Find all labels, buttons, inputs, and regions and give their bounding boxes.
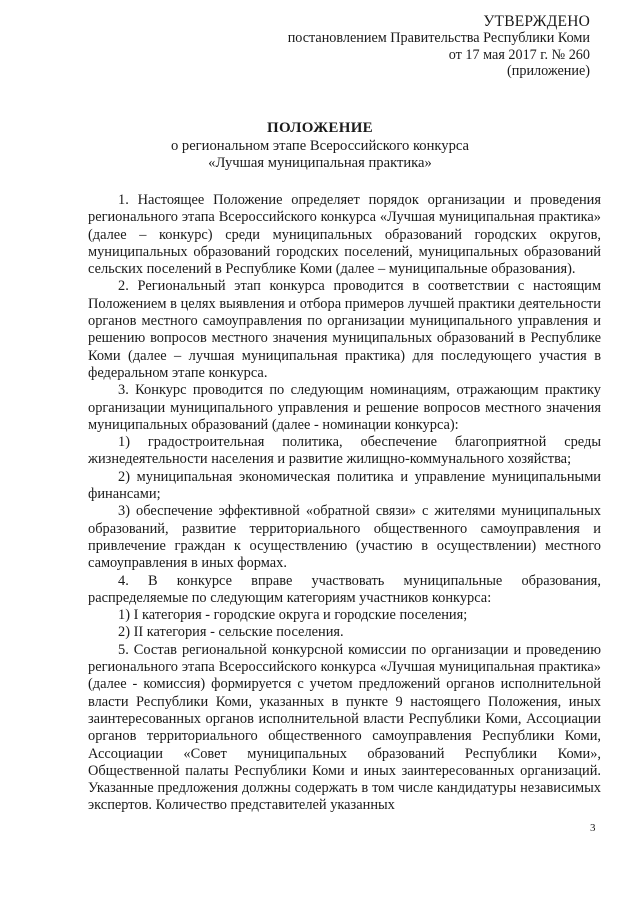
approval-heading: УТВЕРЖДЕНО [483, 13, 590, 30]
approval-line-2: от 17 мая 2017 г. № 260 [448, 46, 590, 63]
page-number: 3 [590, 822, 596, 834]
approval-line-3: (приложение) [507, 63, 590, 80]
paragraph: 4. В конкурсе вправе участвовать муниципальные образования, распределяемые по следующим категориям участников конкурса: [88, 572, 601, 606]
paragraph: 2) II категория - сельские поселения. [118, 624, 344, 641]
paragraph: 2. Региональный этап конкурса проводится в соответствии с настоящим Положением в целях выявления и отбора примеров лучшей практики деятельности органов местного самоуправления по организации муниципального управления и решению вопросов местного значения муниципальных образований в Республике Коми (далее – лучшая муниципальная практика) для последующего участия в федеральном этапе конкурса. [88, 278, 601, 381]
paragraph: 1. Настоящее Положение определяет порядок организации и проведения регионального этапа Всероссийского конкурса «Лучшая муниципальная практика» (далее – конкурс) среди муниципальных образований городских округов, муниципальных образований городских поселений, муниципальных образований сельских поселений в Республике Коми (далее – муниципальные образования). [88, 192, 601, 278]
paragraph: 2) муниципальная экономическая политика и управление муниципальными финансами; [88, 468, 601, 503]
paragraph: 3. Конкурс проводится по следующим номинациям, отражающим практику организации муниципального управления и решение вопросов местного значения муниципальных образований (далее - номинации конкурса): [88, 382, 601, 433]
paragraph: 1) I категория - городские округа и городские поселения; [118, 607, 468, 624]
document-subtitle-1: о региональном этапе Всероссийского конкурса [170, 137, 470, 154]
document-body [88, 192, 601, 815]
document-title-block [0, 120, 640, 173]
paragraph: 5. Состав региональной конкурсной комиссии по организации и проведению регионального этапа Всероссийского конкурса «Лучшая муниципальная практика» (далее - комиссия) формируется с учетом предложений органов исполнительной власти Республики Коми, указанных в пункте 9 настоящего Положения, иных заинтересованных органов исполнительной власти Республики Коми, Ассоциации органов территориального общественного самоуправления Республики Коми, Ассоциации «Совет муниципальных образований Республики Коми», Общественной палаты Республики Коми и иных заинтересованных организаций. Указанные предложения должны содержать в том числе кандидатуры независимых экспертов. Количество представителей указанных [88, 641, 601, 814]
approval-line-1: постановлением Правительства Республики Коми [287, 30, 590, 47]
document-subtitle-2: «Лучшая муниципальная практика» [208, 155, 432, 171]
paragraph: 3) обеспечение эффективной «обратной связи» с жителями муниципальных образований, развитие территориального общественного самоуправления и привлечение граждан к осуществлению (участию в осуществлении) местного самоуправления в иных формах. [88, 503, 601, 572]
document-title: ПОЛОЖЕНИЕ [267, 120, 373, 136]
paragraph: 1) градостроительная политика, обеспечение благоприятной среды жизнедеятельности населения и развитие жилищно-коммунального хозяйства; [88, 434, 601, 468]
approval-stamp [288, 14, 590, 80]
